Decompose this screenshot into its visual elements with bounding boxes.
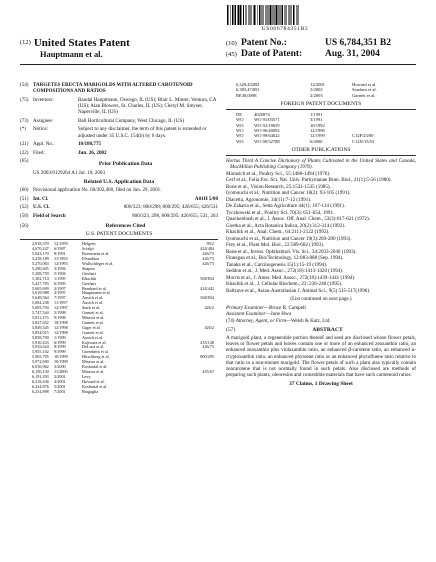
filed-value: Jun. 26, 2002 [78,149,107,156]
us-docs-rule [20,239,218,240]
field-code: (58) [20,212,29,219]
publication-entry: Seddon et al., J. Med. Assoc., 272(18):1413-1420 (1994). [226,268,344,275]
us-doc-row-cell: 7/2001 [54,388,66,394]
publication-entry: De Zaharia et al., Setta Agriculture 44(1): 107-114 (1991). [226,203,346,210]
barcode-bar [227,5,228,25]
barcode-bar [254,5,255,25]
barcode-bar [275,5,276,25]
foreign-docs-heading: FOREIGN PATENT DOCUMENTS [280,100,362,107]
us-doc-row-cell: 5,811,273 [32,314,49,320]
foreign-doc-row-cell: 6/2000 [310,138,323,144]
us-doc-row-cell: Kosbarial et al. [82,364,108,370]
us-doc-row-cell: 5,258,189 [32,256,49,262]
us-doc-row-cell: 2,918,370 [32,241,49,247]
right-column [226,82,416,388]
us-doc-row-cell: 568/834 [200,295,214,301]
field-code: (74) [226,317,235,324]
us-doc-row-cell: 6,218,436 [32,378,49,384]
us-doc-row-cell: 426/2 [204,324,214,330]
field-code: (65) [20,158,29,165]
abstract-heading-row [226,327,416,333]
foreign-doc-row-cell: WO [236,133,244,139]
notice-value: Subject to any disclaimer, the term of this patent is extended or adjusted under 35 U.S.C. 154(b) by 0 days. [78,126,207,139]
field-code: (60) [20,186,29,193]
barcode-bar [281,5,282,25]
publication-entry: Goetha et al., Acta Botanica Indica, 20(2):312-314 (1992). [226,222,346,229]
us-doc-row-cell: RE38,009 [236,92,255,98]
appl-no-label: Appl. No.: [33,141,55,148]
barcode-bar [242,5,243,25]
us-doc-row-cell: 10/1999 [54,354,68,360]
us-doc-row-cell: 6,036,962 [32,364,49,370]
field-code: (21) [20,141,29,148]
us-doc-row-cell: 7/1997 [54,295,66,301]
us-doc-row [226,93,416,98]
us-doc-row-cell: 4/2001 [54,378,66,384]
us-doc-row-cell: 3/1994 [54,265,66,271]
abstract-text: A marigold plant, a regenerable portion thereof and seed are disclosed whose flower petals, leaves or flower petals and leaves contain one or more of an enhanced zeaxanthin ratio, an enhanced zeaxanthin plus violaxanthin ratio, an enhanced β-carotene ratio, an enhanced α-cryptoxanthin ratio, an enhanced phytoene ratio or an enhanced phytofluene ratio relative to that ratio in a non-mutant marigold. The flower petals of such a plant also typically contain zeacarotene that is not normally found in such petals. Also disclosed are methods of preparing such plants, oleoresins and comestible materials that have such carotenoid ratios. [226,335,416,379]
field-code: (10) [226,40,237,47]
field-code: (45) [226,51,237,58]
us-doc-row-cell: 800/295 [200,354,214,360]
foreign-doc-row-cell: WO 92/18659 [254,122,280,128]
patent-date-label: Date of Patent: [241,49,303,59]
publications-list [226,158,416,294]
us-doc-row-cell: 10/1999 [54,359,68,365]
us-doc-row-cell: 1/1995 [54,275,66,281]
us-doc-row-cell: 5,382,714 [32,275,49,281]
us-doc-row-cell: 6,150,130 [32,368,49,374]
barcode-bar [278,5,279,25]
us-doc-row-cell: 5,427,783 [32,280,49,286]
list-continued-note: (List continued on next page.) [290,295,352,302]
barcode-bar [229,5,230,25]
us-doc-row-cell: 435/67 [202,368,214,374]
barcode-bar [276,5,278,25]
us-doc-row-cell: Borenstein et al. [82,251,110,257]
barcode-bar [238,5,239,25]
us-doc-row-cell: 5,827,652 [32,319,49,325]
related-heading: Related U.S. Application Data [83,178,155,185]
barcode-bar [264,5,265,25]
us-doc-row-cell: 424/484 [200,246,214,252]
barcode-bar [237,5,238,25]
barcode-bar [297,5,298,25]
inventors-value: Randal Hauptmann, Oswego, IL (US); Blair L. Minter, Ventura, CA (US); Alan Blowers, St. Charles, IL (US); Cheryl M. Smyser, Naperville, IL (US) [78,96,217,116]
us-doc-row-cell: Soudant et al. [352,87,377,93]
us-doc-row-cell: 9/1998 [54,314,66,320]
us-patent-docs-table [20,242,218,394]
barcode-number: US006784351B2 [261,26,309,32]
uscl-label: U.S. Cl. [33,204,50,211]
publication-entry: Cerf et al., Folia Fac. Sci. Nat. Univ. Purkynianae Brun. Biol., 21(1):5-56 (1980). [226,177,392,184]
us-doc-row-cell: 4,670,247 [32,246,49,252]
barcode-bar [259,5,260,25]
us-doc-row-cell: Hauptmann et al. [82,290,111,296]
barcode-bar [256,5,257,25]
patent-header-left [20,37,130,59]
publication-entry: Marusich et al., Poultry Sci., 55:1486-1494 (1976). [226,170,331,177]
field-code: (54) [20,82,29,88]
other-pubs-heading: OTHER PUBLICATIONS [291,146,351,153]
barcode-bar [279,5,280,25]
publication-entry: Khachik et al., Anal. Chem., 64:2111-2122 (1992). [226,229,330,236]
search-value: 800/323, 298, 800/295; 426/655, 531, 263 [132,212,218,219]
publication-entry: Hortus Third A Concise Dictionary of Plants Cultivated in the United States and Canada, MacMillan Publishing Company (1976). [226,158,416,171]
barcode-bar [246,5,247,25]
foreign-doc-row-cell: WO 96/40092 [254,127,280,133]
barcode-bar [267,5,268,25]
header-rule [20,64,416,65]
barcode-bar [282,5,284,25]
patent-date: Aug. 31, 2004 [325,49,380,59]
publication-entry: Tanaka et al., Carcinogenesis 15(1):15-19 (1994). [226,261,328,268]
references-heading: References Cited [105,222,146,229]
us-doc-row-cell: 2/2003 [310,92,323,98]
us-doc-row-cell: 5,693,794 [32,305,49,311]
us-doc-row-cell: 5,849,345 [32,324,49,330]
us-doc-row-cell: 6/1987 [54,246,66,252]
us-doc-row-cell: 5,935,624 [32,344,49,350]
us-doc-row-cell: 5,618,988 [32,290,49,296]
publication-entry: Bone et al., Vision Research, 25:1531-1535 (1985). [226,183,331,190]
publication-entry: Baltzave et al., Asian-Australasian J. Animal Sci., 9(5) 515-517(1996). [226,287,371,294]
us-doc-row-cell: 12/1998 [54,324,68,330]
field-code: (51) [20,195,29,202]
field-code: (22) [20,149,29,156]
us-doc-row-cell: 6/1999 [54,339,66,345]
us-doc-row-cell: Ausich et al. [82,334,104,340]
foreign-doc-row-cell: WO 91/03571 [254,117,280,123]
publication-entry: Iyomouchi et al., Nutrition and Cancer 19(3):269-280 (1993). [226,235,352,242]
us-doc-row-cell: Bragaglia [82,388,99,394]
barcode-graphic [226,5,344,25]
us-doc-row-cell: 12/1959 [54,241,68,247]
us-doc-row-cell: Wullschleger et al. [82,261,114,266]
us-doc-row-cell: Misawa et al. [82,359,105,365]
us-doc-row-cell: Misawa et al. [82,368,105,374]
continued-us-docs-table [226,82,416,98]
us-doc-row-cell: 5,972,690 [32,359,49,365]
us-doc-row-cell: 12/1993 [54,261,68,266]
field-code: (57) [226,326,236,333]
us-doc-row-cell: 5,290,605 [32,265,49,271]
publication-entry: Frey et al., Plant Mol. Biol., 22:589-602 (1993). [226,242,325,249]
us-doc-row-cell: 11/1997 [54,300,68,306]
barcode-bar [289,5,290,25]
foreign-docs-table [226,112,416,144]
us-doc-row-cell: Gierhart [82,270,96,276]
primary-examiner-label: Primary Examiner [226,305,265,312]
foreign-doc-row-cell: WO 99/64622 [254,133,280,139]
us-doc-row-cell: 11/2000 [54,368,68,374]
us-doc-row-cell: Garnett et al. [82,329,104,335]
us-doc-row-cell: DeLuca et al. [82,344,105,350]
assistant-examiner-value: June Hwu [270,311,292,318]
us-doc-row-cell: 12/1998 [54,329,68,335]
us-doc-row-cell: Giger et al. [82,324,101,330]
prior-pub-heading: Prior Publication Data [98,161,153,168]
foreign-doc-row-cell: WO [236,122,244,128]
us-doc-row-cell: E [254,92,257,98]
us-doc-row-cell: B1 [254,87,260,93]
barcode-bar [298,5,299,25]
barcode-bar [240,5,242,25]
barcode-bar [261,5,262,25]
attorney-value: Welsh & Katz, Ltd. [291,317,331,324]
us-doc-row-cell: 5,747,544 [32,310,49,316]
us-doc-row-cell: 5,605,699 [32,285,49,291]
us-doc-row-cell: Garnett et al. [82,310,104,316]
barcode-bar [232,5,233,25]
left-column [20,82,218,394]
foreign-doc-row-cell: 1/1991 [310,112,323,118]
us-doc-row-cell: Kajiwara et al. [82,339,107,345]
us-doc-row-cell: Helgren [82,241,96,247]
patent-number-label: Patent No.: [241,38,287,48]
publication-entry: Morris et al., J. Amer. Med. Assoc., 272(18):1439-1441 (1994). [226,274,356,281]
assistant-examiner-label: Assistant Examiner [226,311,266,318]
barcode-bar [270,5,272,25]
publication-entry: Finnegan et al., Bio/Technology, 12:883-888 (Sep. 1994). [226,255,344,262]
field-code: (73) [20,117,29,124]
field-code: (12) [20,39,31,46]
barcode-bar [272,5,273,25]
us-doc-row-cell: 1/1999 [54,334,66,340]
us-doc-row-cell: Ausich et al. [82,295,104,301]
patent-office-title: United States Patent [33,37,130,49]
barcode-bar [290,5,291,25]
publication-entry: Khachik et al., J. Cellular Biochem., 22: 236-246 (1995). [226,281,343,288]
barcode-bar [293,5,294,25]
us-doc-row-cell: 6,224,876 [32,383,49,389]
barcode-bar [273,5,274,25]
us-doc-row-cell: Misawa et al. [82,314,105,320]
prior-pub-value: US 2003/0129264 A1 Jul. 10, 2003 [33,169,106,176]
patent-title: TARGETES ERECTA MARIGOLDS WITH ALTERED CAROTENOID COMPOSITIONS AND RATIOS [33,82,193,95]
us-doc-row-cell: Bernhard et al. [82,285,107,291]
barcode-bar [235,5,237,25]
us-doc-row-cell: Khachik [82,275,97,281]
us-doc-row-cell: Kosbarial et al. [82,383,108,389]
foreign-doc-row-cell: WO [236,127,244,133]
assignee-label: Assignee: [33,117,54,124]
us-doc-row-cell: 6,329,432 [236,82,254,87]
barcode-bar [268,5,269,25]
barcode-bar [295,5,296,25]
search-label: Field of Search [33,212,66,219]
us-doc-row-cell: 568/834 [200,275,214,281]
foreign-doc-row-cell: 12/1996 [310,127,325,133]
inventors-label: Inventors: [33,96,54,103]
foreign-doc-row-cell: DE [236,112,242,118]
us-doc-row-cell: 12/1997 [54,305,68,311]
us-doc-row-cell: Scialpi [82,246,94,252]
barcode-bar [243,5,244,25]
foreign-doc-row-cell: 12/1999 [310,133,325,139]
assignee-value: Ball Horticultural Company, West Chicago, IL (US) [78,117,184,124]
us-doc-row-cell: Garnett et al. [352,92,376,98]
us-doc-row-cell: 426/73 [202,344,214,350]
barcode-bar [257,5,258,25]
us-doc-row-cell: 3/2000 [54,364,66,370]
field-code: (*) [20,126,26,133]
publication-entry: Quackenbush et al., J. Assoc. Off. Anal. Chem., 53(3):617-621 (1972). [226,216,370,223]
us-doc-row-cell: 5,910,433 [32,339,49,345]
us-doc-row-cell: Hirschberg et al. [82,354,110,360]
us-doc-row-cell: 424/442 [200,285,214,291]
other-pubs-rule [226,155,416,156]
inventor-short: Hauptmann et al. [40,50,103,59]
barcode-bar [250,5,251,25]
primary-examiner-value: Bruce R. Campell [269,305,306,312]
patent-number: US 6,784,351 B2 [325,38,391,48]
us-doc-row-cell: 5,684,238 [32,300,49,306]
us-doc-row-cell: 426/73 [202,251,214,257]
barcode-bar [234,5,235,25]
us-doc-row-cell: 426/2 [204,305,214,311]
us-doc-row-cell: 2/1997 [54,285,66,291]
foreign-doc-row-cell: 4020874 [254,112,270,118]
us-docs-heading: U.S. PATENT DOCUMENTS [85,231,153,238]
patent-header-right [226,38,416,60]
us-doc-row-cell: 2/2001 [54,373,66,379]
us-doc-row-cell: 435/148 [200,339,214,345]
intcl-value: A01H 5/00 [194,195,218,202]
us-doc-row-cell: Garnett et al. [82,319,104,325]
us-doc-row-cell: 99/2 [206,241,214,247]
barcode-bar [248,5,249,25]
us-doc-row [20,390,218,395]
foreign-doc-row-cell: WO [236,138,244,144]
us-doc-row-cell: 5,955,102 [32,349,49,355]
us-doc-row-cell: Gorenbein et al. [82,349,109,355]
barcode-bar [292,5,293,25]
us-doc-row-cell: Stark et al. [82,305,101,311]
us-doc-row-cell: 6,383,474 [236,87,254,93]
barcode-bar [284,5,285,25]
us-doc-row-cell: 426/73 [202,256,214,262]
us-doc-row-cell: 6,254,898 [32,388,49,394]
field-code: (75) [20,96,29,103]
abstract-heading: ABSTRACT [312,326,343,333]
claims-line: 37 Claims, 1 Drawing Sheet [289,381,353,388]
us-doc-row-cell: Howard et al. [82,378,105,384]
related-value: Provisional application No. 60/302,460, filed on Jun. 29, 2001. [33,186,162,193]
us-doc-row-cell: B2 [254,82,260,87]
us-doc-row-cell: 5/1998 [54,310,66,316]
barcode-bar [231,5,232,25]
field-code: (56) [20,222,29,229]
foreign-docs-rule [226,109,416,110]
barcode-bar [286,5,287,25]
us-doc-row-cell: 5,308,759 [32,270,49,276]
barcode-bar [287,5,288,25]
foreign-doc-row-cell: WO [236,117,244,123]
foreign-doc-row-cell: WO 00/32788 [254,138,280,144]
us-doc-row-cell: Howard et al. [352,82,377,87]
us-doc-row-cell: 5,854,015 [32,329,49,335]
us-doc-row-cell: 5,965,795 [32,354,49,360]
examiner-block: Primary Examiner—Bruce R. Campell Assistant Examiner—June Hwu (74) Attorney, Agent, or Firm—Welsh & Katz, Ltd. [226,305,331,324]
us-doc-row-cell: 11/1993 [54,256,68,262]
notice-label: Notice: [33,126,48,133]
us-doc-row-cell: 6,191,293 [32,373,49,379]
intcl-label: Int. Cl. [33,195,49,202]
us-doc-row-cell: 8/1991 [54,251,66,257]
us-doc-row-cell: 426/73 [202,261,214,266]
foreign-doc-row [226,139,416,144]
us-doc-row-cell: Efstathiou [82,256,100,262]
uscl-value: 800/323; 800/298; 800/295; 426/655; 426/531 [123,204,218,211]
attorney-label: Attorney, Agent, or Firm [235,317,286,324]
us-doc-row-cell: 5,648,564 [32,295,49,301]
us-doc-row-cell: 5/2002 [310,87,323,93]
foreign-doc-row-cell: C12N/15/53 [352,138,375,144]
appl-no-value: 10/180,775 [78,141,102,148]
publication-entry: Bone et al., Invest. Ophthalmol. Vis. Sci., 34:2033-2040 (1993). [226,248,357,255]
us-doc-row-cell: 6/1995 [54,280,66,286]
barcode-bar [253,5,254,25]
field-code: (52) [20,204,29,211]
barcode [226,5,344,25]
barcode-bar [262,5,263,25]
us-doc-row-cell: 5,858,700 [32,334,49,340]
foreign-doc-row-cell: 3/1991 [310,117,323,123]
foreign-doc-row-cell: 10/1992 [310,122,325,128]
us-doc-row-cell [152,390,218,395]
us-doc-row-cell: 5/1994 [54,270,66,276]
us-doc-row-cell: 8/1999 [54,344,66,350]
us-doc-row-cell: 5/2001 [54,383,66,389]
us-doc-row-cell: Ausich et al. [82,300,104,306]
publication-entry: Iyomouchi et al., Nutrition and Cancer 16(2): 93-105 (1991). [226,190,351,197]
barcode-bar [266,5,267,25]
barcode-bar [251,5,252,25]
us-doc-row-cell: Gierhart [82,280,96,286]
us-doc-row-cell: Levy [82,373,91,379]
us-doc-row-cell: 4/1997 [54,290,66,296]
publication-entry: Tyczkowski et al., Poultry Sci. 70(3): 651-654, 1991. [226,209,335,216]
foreign-doc-row-cell: C12P/23/00 [352,133,374,139]
us-doc-row-cell: 12/2001 [310,82,325,87]
us-doc-row-cell: 5,270,063 [32,261,49,266]
us-doc-row-cell: 9/1999 [54,349,66,355]
us-doc-row-cell: 10/1998 [54,319,68,325]
filed-label: Filed: [33,149,45,156]
us-doc-row-cell: 5,043,170 [32,251,49,257]
us-doc-row-cell: Shapira [82,265,95,271]
publication-entry: Diacetta, Agronomie, 34(11):7-12 (1991). [226,196,312,203]
barcode-bar [245,5,246,25]
